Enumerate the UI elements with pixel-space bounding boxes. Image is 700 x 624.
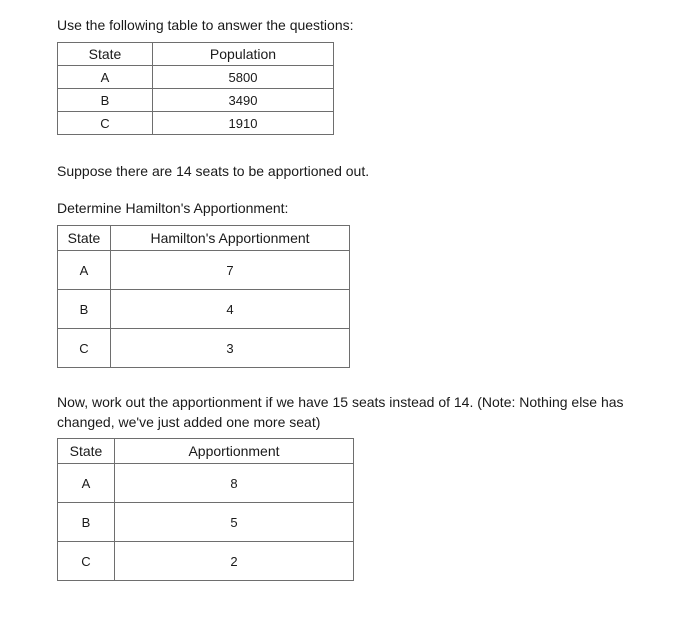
table-row	[58, 329, 350, 368]
cell-state: A	[58, 251, 111, 290]
cell-apportionment: 3	[111, 329, 350, 368]
fifteen-seats-table	[57, 438, 354, 581]
column-header-state: State	[58, 43, 153, 66]
hamilton-prompt: Determine Hamilton's Apportionment:	[57, 200, 289, 216]
cell-apportionment: 8	[115, 464, 354, 503]
table-row	[58, 89, 334, 112]
cell-state: B	[58, 503, 115, 542]
column-header-apportionment: Apportionment	[115, 439, 354, 464]
cell-state: A	[58, 66, 153, 89]
table-header-row	[58, 226, 350, 251]
cell-state: C	[58, 542, 115, 581]
table-row	[58, 66, 334, 89]
table-header-row	[58, 43, 334, 66]
cell-apportionment: 4	[111, 290, 350, 329]
cell-state: A	[58, 464, 115, 503]
table-row	[58, 503, 354, 542]
hamilton-table	[57, 225, 350, 368]
cell-apportionment: 2	[115, 542, 354, 581]
column-header-state: State	[58, 439, 115, 464]
fifteen-seats-prompt: Now, work out the apportionment if we have 15 seats instead of 14. (Note: Nothing else has changed, we've just added one more seat)	[57, 394, 624, 430]
cell-state: B	[58, 290, 111, 329]
cell-apportionment: 5	[115, 503, 354, 542]
table-row	[58, 251, 350, 290]
table-row	[58, 290, 350, 329]
cell-apportionment: 7	[111, 251, 350, 290]
column-header-hamilton-apportionment: Hamilton's Apportionment	[111, 226, 350, 251]
cell-state: C	[58, 329, 111, 368]
column-header-population: Population	[153, 43, 334, 66]
intro-text: Use the following table to answer the questions:	[57, 17, 354, 33]
population-table	[57, 42, 334, 135]
cell-population: 5800	[153, 66, 334, 89]
seats-text: Suppose there are 14 seats to be apportioned out.	[57, 163, 370, 179]
column-header-state: State	[58, 226, 111, 251]
table-row	[58, 542, 354, 581]
cell-state: B	[58, 89, 153, 112]
cell-population: 3490	[153, 89, 334, 112]
table-row	[58, 464, 354, 503]
table-row	[58, 112, 334, 135]
table-header-row	[58, 439, 354, 464]
cell-population: 1910	[153, 112, 334, 135]
cell-state: C	[58, 112, 153, 135]
